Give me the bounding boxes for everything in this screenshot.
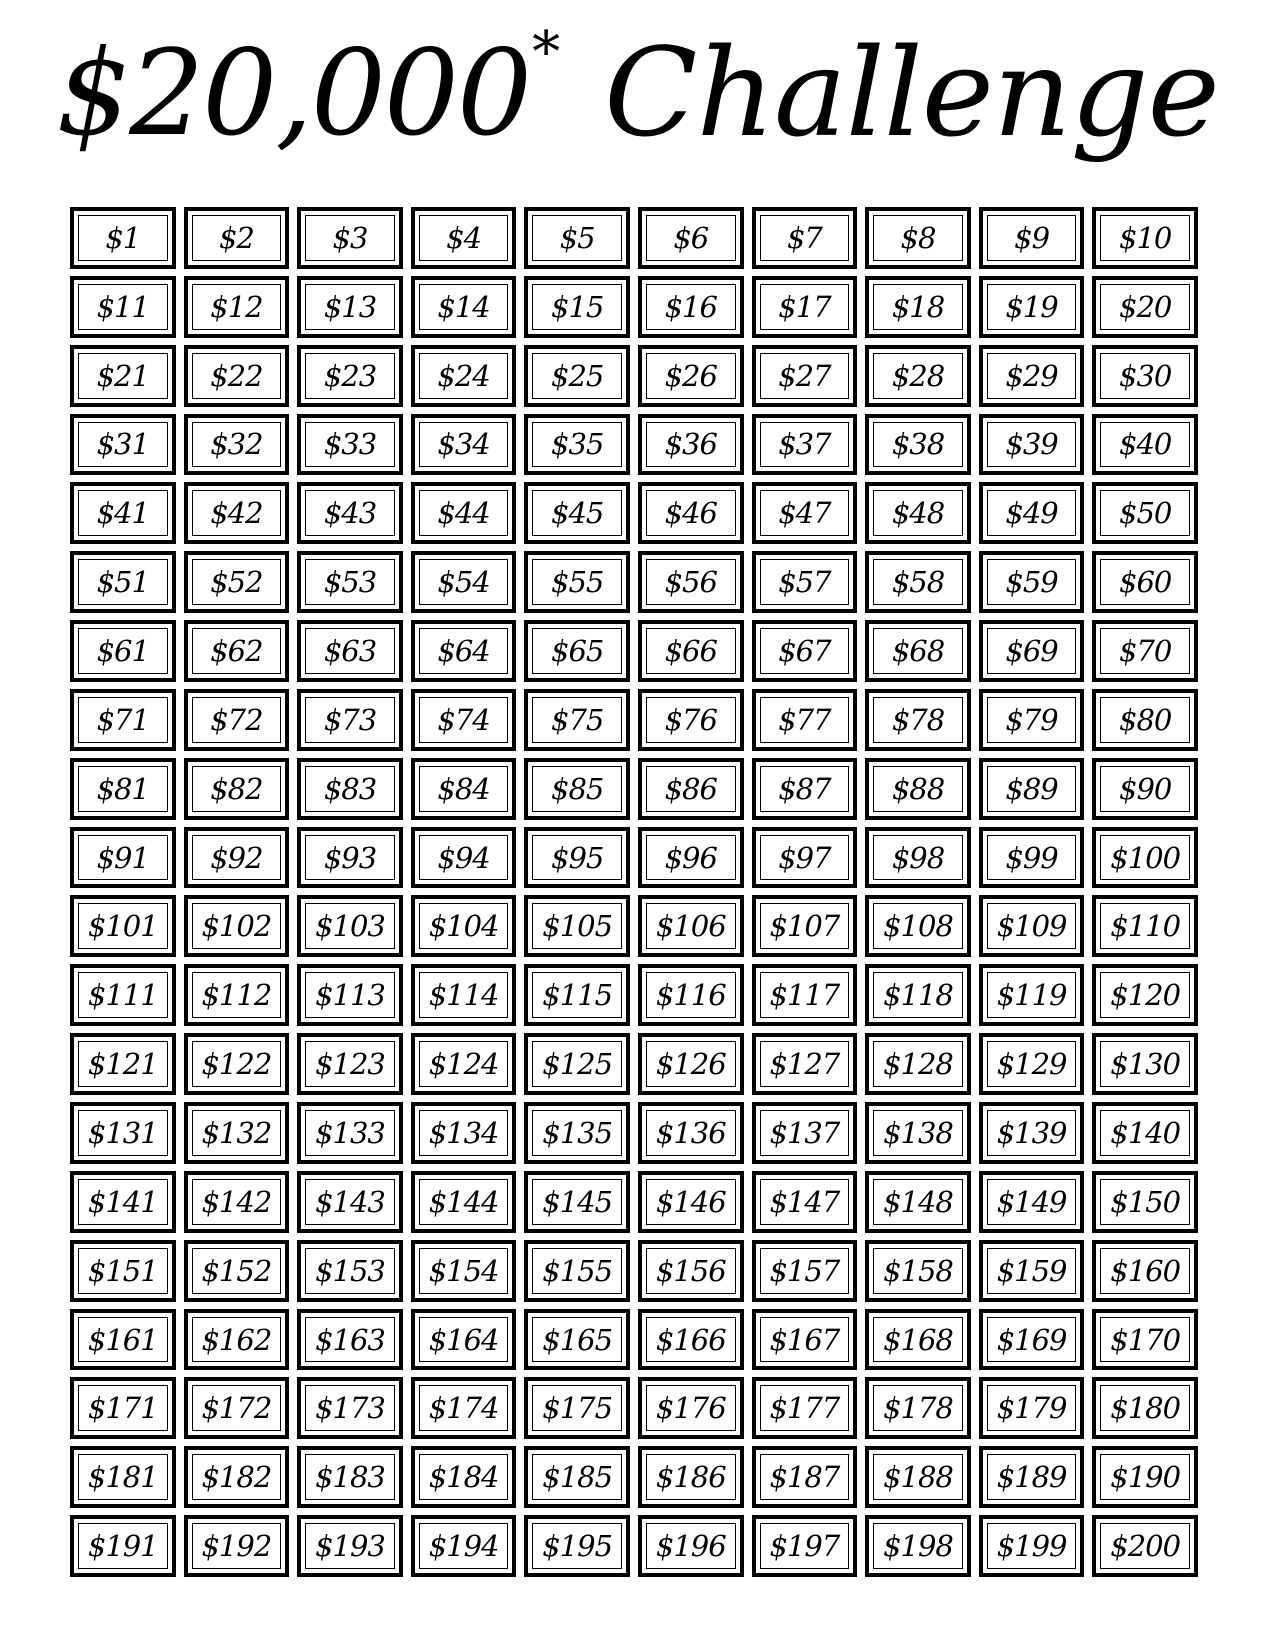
- savings-cell[interactable]: $7: [752, 207, 858, 269]
- savings-cell[interactable]: $178: [865, 1377, 971, 1439]
- savings-cell[interactable]: $38: [865, 414, 971, 476]
- savings-cell[interactable]: $168: [865, 1309, 971, 1371]
- savings-cell[interactable]: $113: [297, 964, 403, 1026]
- savings-cell[interactable]: $17: [752, 276, 858, 338]
- savings-cell[interactable]: $95: [524, 827, 630, 889]
- savings-cell[interactable]: $126: [638, 1033, 744, 1095]
- savings-cell[interactable]: $78: [865, 689, 971, 751]
- savings-cell[interactable]: $80: [1092, 689, 1198, 751]
- savings-cell[interactable]: $154: [411, 1240, 517, 1302]
- savings-cell[interactable]: $44: [411, 482, 517, 544]
- savings-cell[interactable]: $74: [411, 689, 517, 751]
- savings-cell[interactable]: $171: [70, 1377, 176, 1439]
- savings-cell[interactable]: $160: [1092, 1240, 1198, 1302]
- savings-cell[interactable]: $109: [979, 895, 1085, 957]
- savings-cell[interactable]: $61: [70, 620, 176, 682]
- page-title: [0, 18, 1275, 208]
- savings-cell[interactable]: $49: [979, 482, 1085, 544]
- savings-cell[interactable]: $18: [865, 276, 971, 338]
- savings-cell[interactable]: $48: [865, 482, 971, 544]
- savings-cell[interactable]: $56: [638, 551, 744, 613]
- savings-cell[interactable]: $87: [752, 758, 858, 820]
- savings-cell[interactable]: $2: [184, 207, 290, 269]
- savings-cell[interactable]: $117: [752, 964, 858, 1026]
- savings-cell[interactable]: $105: [524, 895, 630, 957]
- savings-cell[interactable]: $188: [865, 1446, 971, 1508]
- savings-cell[interactable]: $108: [865, 895, 971, 957]
- savings-cell[interactable]: $52: [184, 551, 290, 613]
- savings-cell[interactable]: $31: [70, 414, 176, 476]
- savings-cell[interactable]: $94: [411, 827, 517, 889]
- savings-cell[interactable]: $135: [524, 1102, 630, 1164]
- savings-cell[interactable]: $26: [638, 345, 744, 407]
- savings-cell[interactable]: $143: [297, 1171, 403, 1233]
- savings-cell[interactable]: $30: [1092, 345, 1198, 407]
- savings-cell[interactable]: $194: [411, 1515, 517, 1577]
- savings-cell[interactable]: $21: [70, 345, 176, 407]
- savings-cell[interactable]: $122: [184, 1033, 290, 1095]
- savings-cell[interactable]: $67: [752, 620, 858, 682]
- savings-cell[interactable]: $96: [638, 827, 744, 889]
- savings-cell[interactable]: $156: [638, 1240, 744, 1302]
- savings-cell[interactable]: $69: [979, 620, 1085, 682]
- savings-cell[interactable]: $186: [638, 1446, 744, 1508]
- savings-cell[interactable]: $64: [411, 620, 517, 682]
- savings-cell[interactable]: $71: [70, 689, 176, 751]
- savings-cell[interactable]: $29: [979, 345, 1085, 407]
- savings-cell[interactable]: $45: [524, 482, 630, 544]
- savings-cell[interactable]: $13: [297, 276, 403, 338]
- savings-cell[interactable]: $140: [1092, 1102, 1198, 1164]
- savings-cell[interactable]: $12: [184, 276, 290, 338]
- savings-cell[interactable]: $82: [184, 758, 290, 820]
- savings-cell[interactable]: $197: [752, 1515, 858, 1577]
- savings-cell[interactable]: $28: [865, 345, 971, 407]
- savings-cell[interactable]: $4: [411, 207, 517, 269]
- savings-cell[interactable]: $79: [979, 689, 1085, 751]
- savings-cell[interactable]: $66: [638, 620, 744, 682]
- savings-cell[interactable]: $102: [184, 895, 290, 957]
- savings-cell[interactable]: $114: [411, 964, 517, 1026]
- savings-cell[interactable]: $57: [752, 551, 858, 613]
- savings-cell[interactable]: $148: [865, 1171, 971, 1233]
- savings-cell[interactable]: $159: [979, 1240, 1085, 1302]
- savings-cell[interactable]: $3: [297, 207, 403, 269]
- savings-cell[interactable]: $120: [1092, 964, 1198, 1026]
- savings-cell[interactable]: $161: [70, 1309, 176, 1371]
- savings-cell[interactable]: $165: [524, 1309, 630, 1371]
- savings-cell[interactable]: $182: [184, 1446, 290, 1508]
- savings-cell[interactable]: $97: [752, 827, 858, 889]
- savings-cell[interactable]: $164: [411, 1309, 517, 1371]
- savings-cell[interactable]: $5: [524, 207, 630, 269]
- savings-cell[interactable]: $70: [1092, 620, 1198, 682]
- savings-cell[interactable]: $75: [524, 689, 630, 751]
- savings-cell[interactable]: $151: [70, 1240, 176, 1302]
- savings-cell[interactable]: $22: [184, 345, 290, 407]
- savings-cell[interactable]: $46: [638, 482, 744, 544]
- savings-cell[interactable]: $146: [638, 1171, 744, 1233]
- savings-cell[interactable]: $157: [752, 1240, 858, 1302]
- savings-cell[interactable]: $77: [752, 689, 858, 751]
- savings-cell[interactable]: $172: [184, 1377, 290, 1439]
- savings-cell[interactable]: $144: [411, 1171, 517, 1233]
- savings-cell[interactable]: $119: [979, 964, 1085, 1026]
- savings-cell[interactable]: $141: [70, 1171, 176, 1233]
- savings-cell[interactable]: $58: [865, 551, 971, 613]
- savings-cell[interactable]: $125: [524, 1033, 630, 1095]
- savings-cell[interactable]: $185: [524, 1446, 630, 1508]
- title-asterisk: *: [532, 20, 561, 85]
- savings-cell[interactable]: $163: [297, 1309, 403, 1371]
- savings-cell[interactable]: $132: [184, 1102, 290, 1164]
- savings-cell[interactable]: $130: [1092, 1033, 1198, 1095]
- savings-cell[interactable]: $176: [638, 1377, 744, 1439]
- savings-cell[interactable]: $84: [411, 758, 517, 820]
- savings-cell[interactable]: $40: [1092, 414, 1198, 476]
- savings-cell[interactable]: $196: [638, 1515, 744, 1577]
- savings-cell[interactable]: $42: [184, 482, 290, 544]
- savings-cell[interactable]: $127: [752, 1033, 858, 1095]
- savings-cell[interactable]: $142: [184, 1171, 290, 1233]
- savings-cell[interactable]: $101: [70, 895, 176, 957]
- savings-cell[interactable]: $88: [865, 758, 971, 820]
- savings-cell[interactable]: $24: [411, 345, 517, 407]
- savings-cell[interactable]: $200: [1092, 1515, 1198, 1577]
- savings-cell[interactable]: $180: [1092, 1377, 1198, 1439]
- savings-cell[interactable]: $15: [524, 276, 630, 338]
- savings-cell[interactable]: $6: [638, 207, 744, 269]
- savings-cell[interactable]: $85: [524, 758, 630, 820]
- savings-cell[interactable]: $129: [979, 1033, 1085, 1095]
- savings-cell[interactable]: $50: [1092, 482, 1198, 544]
- savings-cell[interactable]: $198: [865, 1515, 971, 1577]
- savings-cell[interactable]: $60: [1092, 551, 1198, 613]
- savings-cell[interactable]: $47: [752, 482, 858, 544]
- savings-cell[interactable]: $195: [524, 1515, 630, 1577]
- savings-cell[interactable]: $147: [752, 1171, 858, 1233]
- savings-cell[interactable]: $59: [979, 551, 1085, 613]
- title-word: Challenge: [604, 22, 1219, 164]
- savings-cell[interactable]: $53: [297, 551, 403, 613]
- savings-cell[interactable]: $173: [297, 1377, 403, 1439]
- savings-cell[interactable]: $51: [70, 551, 176, 613]
- savings-cell[interactable]: $63: [297, 620, 403, 682]
- savings-cell[interactable]: $183: [297, 1446, 403, 1508]
- savings-cell[interactable]: $62: [184, 620, 290, 682]
- savings-cell[interactable]: $90: [1092, 758, 1198, 820]
- savings-cell[interactable]: $181: [70, 1446, 176, 1508]
- savings-cell[interactable]: $76: [638, 689, 744, 751]
- savings-cell[interactable]: $139: [979, 1102, 1085, 1164]
- savings-cell[interactable]: $104: [411, 895, 517, 957]
- savings-cell[interactable]: $155: [524, 1240, 630, 1302]
- savings-cell[interactable]: $118: [865, 964, 971, 1026]
- savings-cell[interactable]: $54: [411, 551, 517, 613]
- savings-cell[interactable]: $27: [752, 345, 858, 407]
- savings-cell[interactable]: $111: [70, 964, 176, 1026]
- savings-cell[interactable]: $72: [184, 689, 290, 751]
- savings-cell[interactable]: $192: [184, 1515, 290, 1577]
- savings-cell[interactable]: $138: [865, 1102, 971, 1164]
- savings-cell[interactable]: $92: [184, 827, 290, 889]
- savings-cell[interactable]: $89: [979, 758, 1085, 820]
- savings-cell[interactable]: $115: [524, 964, 630, 1026]
- savings-cell[interactable]: $153: [297, 1240, 403, 1302]
- savings-cell[interactable]: $65: [524, 620, 630, 682]
- savings-cell[interactable]: $150: [1092, 1171, 1198, 1233]
- savings-cell[interactable]: $191: [70, 1515, 176, 1577]
- savings-cell[interactable]: $20: [1092, 276, 1198, 338]
- savings-cell[interactable]: $19: [979, 276, 1085, 338]
- savings-cell[interactable]: $121: [70, 1033, 176, 1095]
- savings-cell[interactable]: $99: [979, 827, 1085, 889]
- savings-cell[interactable]: $91: [70, 827, 176, 889]
- savings-cell[interactable]: $9: [979, 207, 1085, 269]
- savings-cell[interactable]: $145: [524, 1171, 630, 1233]
- savings-cell[interactable]: $116: [638, 964, 744, 1026]
- savings-cell[interactable]: $134: [411, 1102, 517, 1164]
- savings-cell[interactable]: $149: [979, 1171, 1085, 1233]
- savings-cell[interactable]: $193: [297, 1515, 403, 1577]
- savings-cell[interactable]: $169: [979, 1309, 1085, 1371]
- savings-cell[interactable]: $189: [979, 1446, 1085, 1508]
- savings-cell[interactable]: $83: [297, 758, 403, 820]
- savings-cell[interactable]: $23: [297, 345, 403, 407]
- savings-cell[interactable]: $158: [865, 1240, 971, 1302]
- savings-cell[interactable]: $175: [524, 1377, 630, 1439]
- savings-cell[interactable]: $190: [1092, 1446, 1198, 1508]
- savings-cell[interactable]: $41: [70, 482, 176, 544]
- savings-cell[interactable]: $33: [297, 414, 403, 476]
- savings-cell[interactable]: $55: [524, 551, 630, 613]
- savings-cell[interactable]: $35: [524, 414, 630, 476]
- savings-cell[interactable]: $43: [297, 482, 403, 544]
- savings-cell[interactable]: $73: [297, 689, 403, 751]
- savings-cell[interactable]: $81: [70, 758, 176, 820]
- savings-cell[interactable]: $14: [411, 276, 517, 338]
- savings-cell[interactable]: $86: [638, 758, 744, 820]
- savings-cell[interactable]: $10: [1092, 207, 1198, 269]
- savings-cell[interactable]: $106: [638, 895, 744, 957]
- savings-cell[interactable]: $11: [70, 276, 176, 338]
- savings-cell[interactable]: $152: [184, 1240, 290, 1302]
- savings-cell[interactable]: $32: [184, 414, 290, 476]
- savings-cell[interactable]: $98: [865, 827, 971, 889]
- savings-cell[interactable]: $133: [297, 1102, 403, 1164]
- title-amount: $20,000: [56, 24, 531, 162]
- savings-cell[interactable]: $39: [979, 414, 1085, 476]
- savings-cell[interactable]: $187: [752, 1446, 858, 1508]
- savings-cell[interactable]: $174: [411, 1377, 517, 1439]
- savings-cell[interactable]: $1: [70, 207, 176, 269]
- savings-cell[interactable]: $110: [1092, 895, 1198, 957]
- savings-cell[interactable]: $68: [865, 620, 971, 682]
- savings-cell[interactable]: $124: [411, 1033, 517, 1095]
- savings-cell[interactable]: $166: [638, 1309, 744, 1371]
- savings-cell[interactable]: $37: [752, 414, 858, 476]
- savings-cell[interactable]: $177: [752, 1377, 858, 1439]
- savings-cell[interactable]: $93: [297, 827, 403, 889]
- savings-cell[interactable]: $170: [1092, 1309, 1198, 1371]
- savings-cell[interactable]: $25: [524, 345, 630, 407]
- savings-cell[interactable]: $162: [184, 1309, 290, 1371]
- savings-cell[interactable]: $179: [979, 1377, 1085, 1439]
- savings-cell[interactable]: $8: [865, 207, 971, 269]
- savings-cell[interactable]: $199: [979, 1515, 1085, 1577]
- savings-cell[interactable]: $107: [752, 895, 858, 957]
- savings-cell[interactable]: $112: [184, 964, 290, 1026]
- savings-cell[interactable]: $36: [638, 414, 744, 476]
- savings-grid: [70, 207, 1198, 1577]
- savings-cell[interactable]: $100: [1092, 827, 1198, 889]
- savings-cell[interactable]: $137: [752, 1102, 858, 1164]
- savings-cell[interactable]: $16: [638, 276, 744, 338]
- savings-cell[interactable]: $136: [638, 1102, 744, 1164]
- savings-cell[interactable]: $128: [865, 1033, 971, 1095]
- savings-cell[interactable]: $103: [297, 895, 403, 957]
- savings-cell[interactable]: $34: [411, 414, 517, 476]
- savings-cell[interactable]: $167: [752, 1309, 858, 1371]
- savings-cell[interactable]: $131: [70, 1102, 176, 1164]
- savings-cell[interactable]: $123: [297, 1033, 403, 1095]
- savings-cell[interactable]: $184: [411, 1446, 517, 1508]
